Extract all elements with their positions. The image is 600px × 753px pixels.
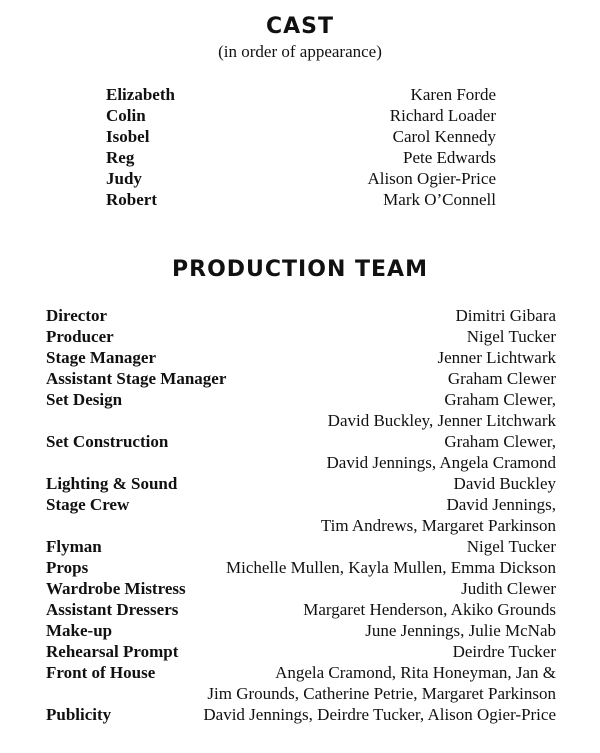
team-role: Flyman [46, 537, 102, 556]
cast-heading: CAST [265, 14, 335, 39]
team-row [46, 494, 556, 515]
team-row [46, 347, 556, 368]
team-member-names: Nigel Tucker [466, 537, 556, 556]
team-row [46, 368, 556, 389]
team-role: Producer [46, 327, 114, 346]
team-role: Lighting & Sound [46, 474, 178, 493]
team-row [46, 389, 556, 410]
cast-row [106, 84, 496, 105]
team-member-names: David Jennings, Deirdre Tucker, Alison Ogier-Price [203, 705, 556, 724]
team-role: Publicity [46, 705, 112, 724]
team-role: Set Construction [46, 432, 169, 451]
team-role: Assistant Dressers [46, 600, 179, 619]
team-row [46, 704, 556, 725]
team-member-names: Tim Andrews, Margaret Parkinson [320, 516, 556, 535]
cast-row [106, 189, 496, 210]
cast-row [106, 105, 496, 126]
team-row-continuation [46, 410, 556, 431]
team-row [46, 536, 556, 557]
character-name: Elizabeth [106, 85, 175, 104]
team-member-names: Graham Clewer, [444, 432, 556, 451]
character-name: Judy [106, 169, 142, 188]
team-row-continuation [46, 515, 556, 536]
cast-row [106, 168, 496, 189]
team-row [46, 557, 556, 578]
cast-row [106, 147, 496, 168]
team-role: Rehearsal Prompt [46, 642, 179, 661]
character-name: Isobel [106, 127, 150, 146]
team-row [46, 578, 556, 599]
team-role: Stage Crew [46, 495, 130, 514]
team-row [46, 431, 556, 452]
team-row [46, 641, 556, 662]
team-role: Director [46, 306, 108, 325]
team-role: Front of House [46, 663, 156, 682]
actor-name: Mark O’Connell [383, 190, 496, 209]
team-row [46, 620, 556, 641]
team-member-names: Graham Clewer, [444, 390, 556, 409]
character-name: Robert [106, 190, 157, 209]
character-name: Reg [106, 148, 135, 167]
team-row-continuation [46, 452, 556, 473]
team-row [46, 305, 556, 326]
actor-name: Richard Loader [389, 106, 496, 125]
team-member-names: Deirdre Tucker [452, 642, 556, 661]
team-member-names: Nigel Tucker [466, 327, 556, 346]
actor-name: Alison Ogier-Price [367, 169, 496, 188]
team-role: Wardrobe Mistress [46, 579, 186, 598]
team-row [46, 599, 556, 620]
team-role: Stage Manager [46, 348, 157, 367]
team-row [46, 326, 556, 347]
team-role: Make-up [46, 621, 113, 640]
cast-row [106, 126, 496, 147]
team-role: Assistant Stage Manager [46, 369, 227, 388]
team-member-names: Jim Grounds, Catherine Petrie, Margaret Parkinson [207, 684, 556, 703]
team-member-names: Dimitri Gibara [455, 306, 556, 325]
team-member-names: David Jennings, Angela Cramond [326, 453, 556, 472]
team-member-names: Graham Clewer [447, 369, 556, 388]
team-member-names: Judith Clewer [461, 579, 556, 598]
team-row [46, 473, 556, 494]
team-role: Props [46, 558, 89, 577]
actor-name: Pete Edwards [402, 148, 496, 167]
team-member-names: Jenner Lichtwark [437, 348, 556, 367]
team-member-names: Margaret Henderson, Akiko Grounds [303, 600, 556, 619]
actor-name: Carol Kennedy [392, 127, 496, 146]
character-name: Colin [106, 106, 146, 125]
cast-subtitle: (in order of appearance) [218, 42, 382, 61]
production-team-heading: PRODUCTION TEAM [172, 257, 428, 282]
actor-name: Karen Forde [410, 85, 496, 104]
team-role: Set Design [46, 390, 123, 409]
team-member-names: David Buckley, Jenner Litchwark [327, 411, 556, 430]
team-member-names: Michelle Mullen, Kayla Mullen, Emma Dickson [225, 558, 556, 577]
team-member-names: June Jennings, Julie McNab [365, 621, 556, 640]
team-row [46, 662, 556, 683]
team-row-continuation [46, 683, 556, 704]
team-member-names: Angela Cramond, Rita Honeyman, Jan & [275, 663, 556, 682]
team-member-names: David Buckley [453, 474, 556, 493]
team-member-names: David Jennings, [446, 495, 556, 514]
